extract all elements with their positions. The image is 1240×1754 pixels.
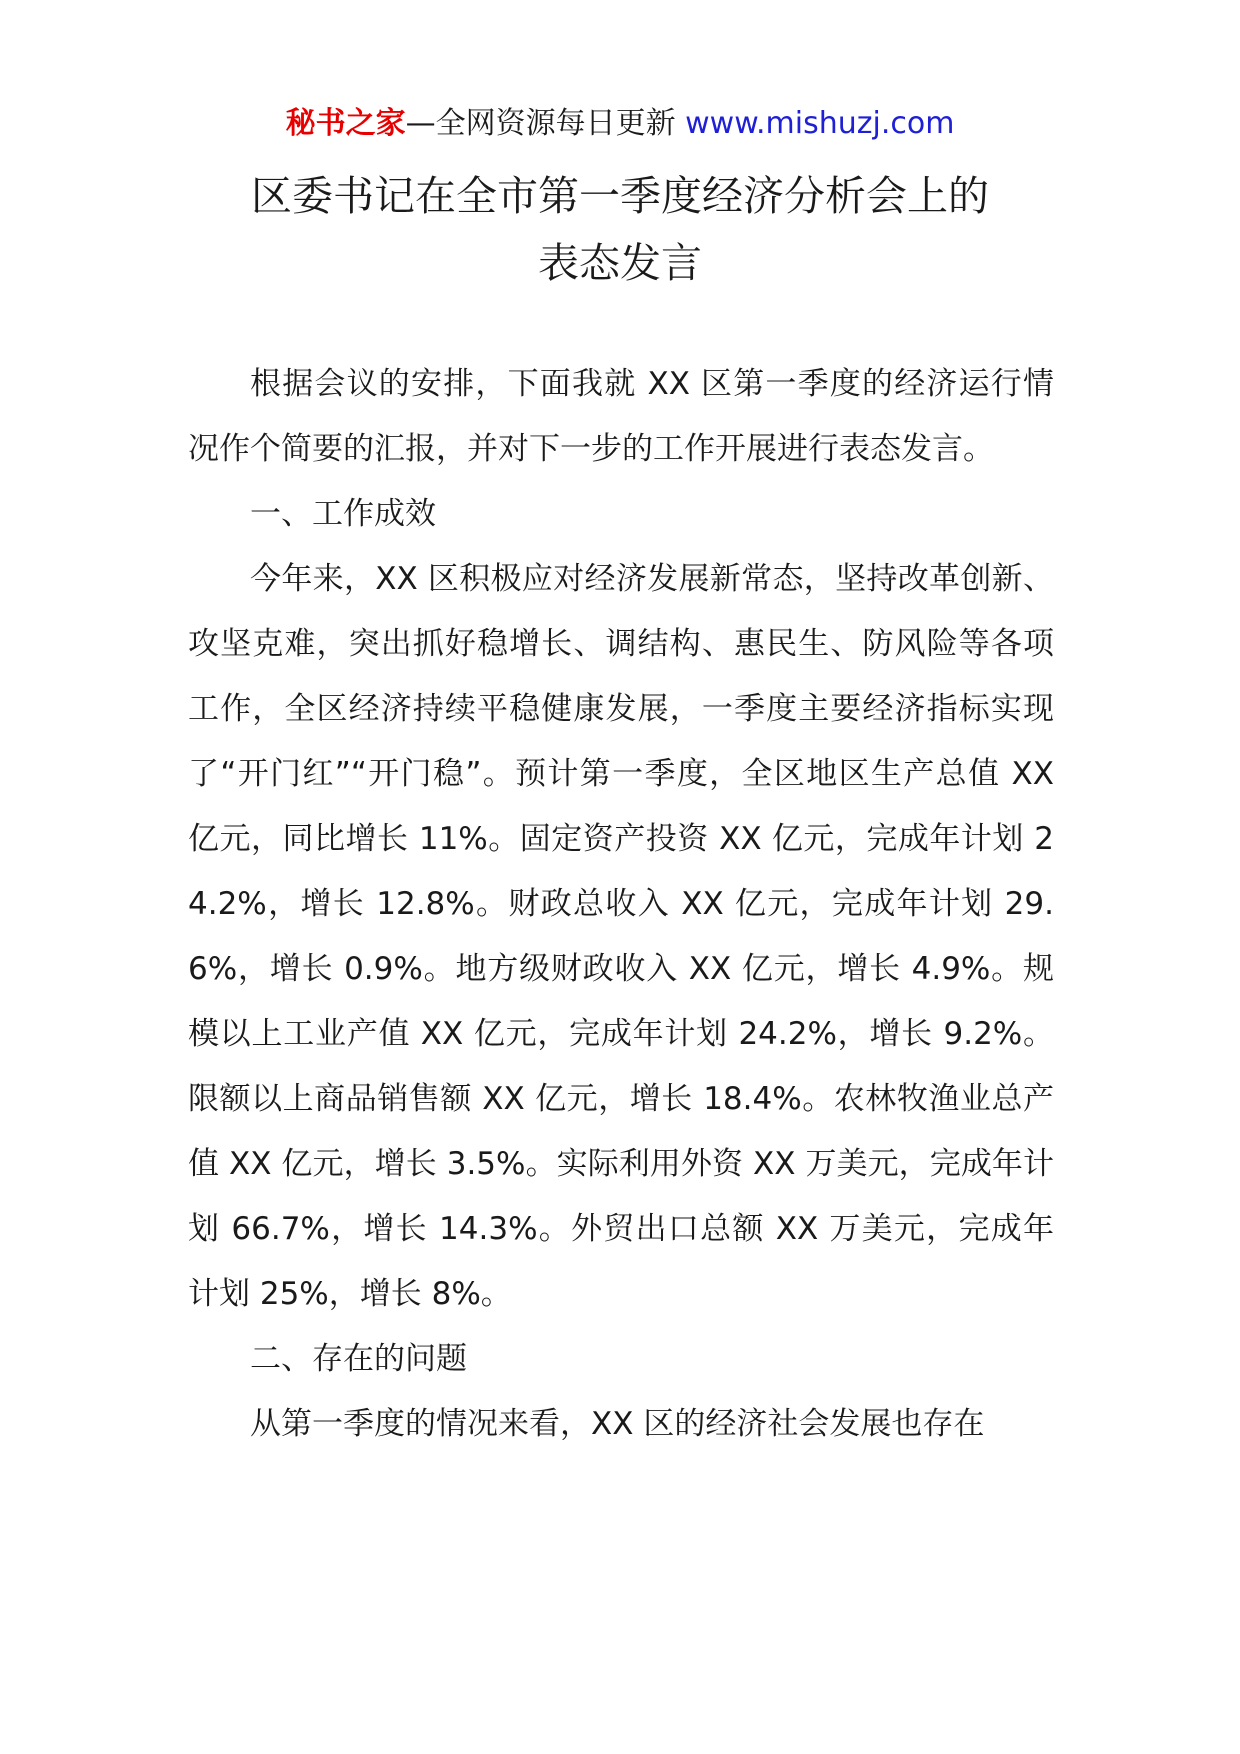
section-heading-problems: 二、存在的问题 [250, 1341, 467, 1377]
document-body [188, 352, 1054, 1457]
title-line-2: 表态发言 [538, 239, 702, 287]
section-heading-achievements: 一、工作成效 [250, 496, 436, 532]
header-tagline: —全网资源每日更新 [405, 106, 676, 141]
achievements-paragraph: 今年来，XX 区积极应对经济发展新常态，坚持改革创新、攻坚克难，突出抓好稳增长、调结构、惠民生、防风险等各项工作，全区经济持续平稳健康发展，一季度主要经济指标实现了“开门红”“开门稳”。预计第一季度，全区地区生产总值 XX 亿元，同比增长 11%。固定资产投资 XX 亿元，完成年计划 24.2%，增长 12.8%。财政总收入 XX 亿元，完成年计划 29.6%，增长 0.9%。地方级财政收入 XX 亿元，增长 4.9%。规模以上工业产值 XX 亿元，完成年计划 24.2%，增长 9.2%。限额以上商品销售额 XX 亿元，增长 18.4%。农林牧渔业总产值 XX 亿元，增长 3.5%。实际利用外资 XX 万美元，完成年计划 66.7%，增长 14.3%。外贸出口总额 XX 万美元，完成年计划 25%，增长 8%。 [188, 561, 1054, 1312]
brand-name: 秘书之家 [285, 106, 406, 141]
document-title [0, 163, 1240, 297]
site-header-banner [0, 104, 1240, 144]
title-line-1: 区委书记在全市第一季度经济分析会上的 [251, 172, 989, 220]
site-url-link[interactable]: www.mishuzj.com [685, 106, 955, 141]
problems-paragraph: 从第一季度的情况来看，XX 区的经济社会发展也存在 [250, 1406, 985, 1442]
intro-paragraph: 根据会议的安排，下面我就 XX 区第一季度的经济运行情况作个简要的汇报，并对下一步的工作开展进行表态发言。 [188, 366, 1054, 467]
